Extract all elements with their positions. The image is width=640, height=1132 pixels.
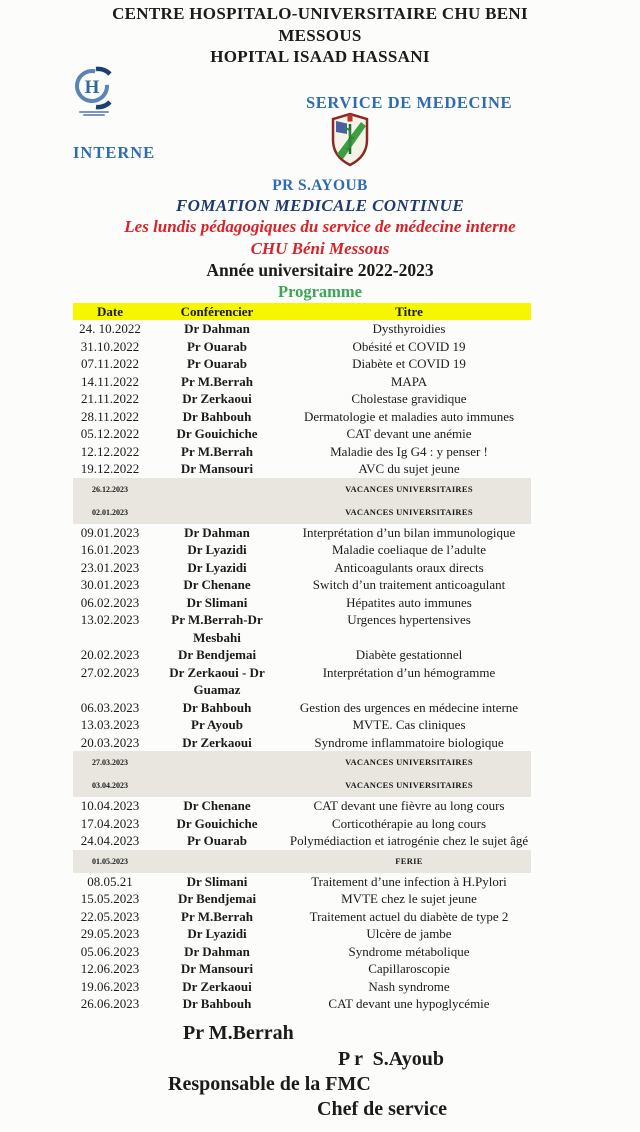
table-row <box>73 716 531 734</box>
row-date: 20.03.2023 <box>80 734 140 750</box>
table-row <box>73 320 531 338</box>
row-speaker: Pr Ayoub <box>191 717 243 732</box>
row-title: Traitement actuel du diabète de type 2 <box>309 908 509 924</box>
row-title: Interprétation d’un bilan immunologique <box>302 524 516 540</box>
table-row <box>73 699 531 717</box>
table-row <box>73 460 531 478</box>
table-row <box>73 664 531 699</box>
row-date: 05.06.2023 <box>80 943 140 959</box>
row-date: 06.03.2023 <box>80 699 140 715</box>
row-speaker: Dr Zerkaoui <box>182 978 252 994</box>
signature-chef-name: P r S.Ayoub <box>338 1048 444 1070</box>
row-speaker: Dr Bendjemai <box>177 891 257 906</box>
row-date: 19.06.2023 <box>80 978 140 994</box>
heading-block <box>0 176 640 302</box>
row-speaker: Dr Zerkaoui <box>182 391 252 406</box>
ministry-crest-icon <box>330 112 370 173</box>
row-date: 26.06.2023 <box>80 996 140 1011</box>
row-title: VACANCES UNIVERSITAIRES <box>345 483 473 494</box>
table-row <box>73 995 531 1013</box>
row-date: 02.01.2023 <box>92 507 128 517</box>
row-speaker: Dr Bendjemai <box>177 647 257 662</box>
signature-chef-role: Chef de service <box>317 1098 447 1120</box>
row-date: 29.05.2023 <box>80 926 140 941</box>
table-row <box>73 541 531 559</box>
row-title: Obésité et COVID 19 <box>352 338 466 354</box>
row-speaker: Pr Ouarab <box>186 356 248 371</box>
row-speaker: Dr Bahbouh <box>182 699 252 715</box>
row-title: Cholestase gravidique <box>351 391 467 406</box>
table-row <box>73 960 531 978</box>
row-title: Syndrome inflammatoire biologique <box>314 734 504 750</box>
row-title: Diabète gestationnel <box>355 647 463 662</box>
row-speaker: Dr Chenane <box>183 577 251 592</box>
department-head: PR S.AYOUB <box>272 177 368 194</box>
table-row <box>73 594 531 612</box>
row-speaker: Pr Ouarab <box>186 338 248 354</box>
row-title: CAT devant une fièvre au long cours <box>313 798 505 813</box>
row-speaker: Dr Gouichiche <box>176 426 258 441</box>
table-row <box>73 873 531 891</box>
row-title: Corticothérapie au long cours <box>331 815 487 831</box>
row-title: Urgences hypertensives <box>347 612 471 627</box>
logo-caption <box>68 111 120 116</box>
chu-monogram-icon <box>72 66 116 110</box>
table-row <box>73 501 531 524</box>
row-speaker: Dr Chenane <box>183 798 251 813</box>
chu-logo-icon <box>68 66 120 117</box>
table-row <box>73 751 531 774</box>
row-title: Hépatites auto immunes <box>346 594 472 610</box>
row-date: 30.01.2023 <box>80 577 140 592</box>
table-row <box>73 734 531 752</box>
table-row <box>73 443 531 461</box>
service-label-left: INTERNE <box>73 143 156 162</box>
row-title: FERIE <box>395 855 423 866</box>
program-subtitle-line2: CHU Béni Messous <box>250 239 390 258</box>
row-title: CAT devant une hypoglycémie <box>328 996 490 1011</box>
table-row <box>73 832 531 850</box>
row-speaker: Dr Gouichiche <box>176 815 258 831</box>
row-date: 01.05.2023 <box>92 856 128 866</box>
table-row <box>73 774 531 797</box>
row-title: Nash syndrome <box>368 978 450 994</box>
hospital-title-line1: CENTRE HOSPITALO-UNIVERSITAIRE CHU BENI <box>112 4 528 23</box>
row-title: AVC du sujet jeune <box>358 461 460 476</box>
row-speaker: Dr Mansouri <box>180 961 254 976</box>
row-date: 05.12.2022 <box>80 426 140 441</box>
row-title: MVTE chez le sujet jeune <box>341 891 477 906</box>
row-title: MAPA <box>390 373 428 389</box>
row-speaker: Dr Zerkaoui - Dr Guamaz <box>169 664 265 697</box>
programme-table <box>73 303 531 1013</box>
row-speaker: Dr Dahman <box>184 943 250 959</box>
table-row <box>73 978 531 996</box>
table-row <box>73 576 531 594</box>
row-date: 31.10.2022 <box>80 338 140 354</box>
table-row <box>73 611 531 646</box>
table-row <box>73 925 531 943</box>
row-speaker: Dr Lyazidi <box>187 926 247 941</box>
service-label-right: SERVICE DE MEDECINE <box>306 93 513 112</box>
row-date: 23.01.2023 <box>80 559 140 575</box>
table-row <box>73 524 531 542</box>
row-date: 13.02.2023 <box>80 612 140 627</box>
svg-text:H: H <box>84 77 100 98</box>
row-date: 14.11.2022 <box>80 373 140 389</box>
column-header-title: Titre <box>395 304 423 319</box>
row-date: 27.02.2023 <box>80 664 140 680</box>
row-date: 24. 10.2022 <box>79 321 141 336</box>
row-title: VACANCES UNIVERSITAIRES <box>345 506 473 517</box>
program-heading: FOMATION MEDICALE CONTINUE <box>175 196 465 215</box>
row-speaker: Dr Lyazidi <box>187 559 247 575</box>
table-row <box>73 890 531 908</box>
row-title: Dermatologie et maladies auto immunes <box>303 408 515 424</box>
row-title: Diabète et COVID 19 <box>352 356 466 371</box>
row-date: 17.04.2023 <box>80 815 140 831</box>
hospital-title-line2: MESSOUS <box>278 25 362 45</box>
row-date: 08.05.21 <box>87 873 133 889</box>
row-title: MVTE. Cas cliniques <box>352 717 466 732</box>
row-speaker: Dr Dahman <box>184 321 250 336</box>
table-row <box>73 646 531 664</box>
row-date: 10.04.2023 <box>80 798 140 813</box>
row-date: 21.11.2022 <box>80 391 140 406</box>
row-date: 27.03.2023 <box>92 758 128 767</box>
hospital-title-line3: HOPITAL ISAAD HASSANI <box>210 47 430 66</box>
row-date: 07.11.2022 <box>80 356 140 371</box>
row-speaker: Dr Slimani <box>186 594 248 610</box>
row-title: Maladie des Ig G4 : y penser ! <box>330 443 488 459</box>
column-header-date: Date <box>97 304 123 319</box>
signature-responsable-role: Responsable de la FMC <box>168 1073 371 1095</box>
row-title: Ulcère de jambe <box>366 926 452 941</box>
row-title: Dysthyroidies <box>372 321 446 336</box>
row-speaker: Dr Zerkaoui <box>182 734 252 750</box>
table-row <box>73 373 531 391</box>
row-speaker: Pr Ouarab <box>186 833 248 848</box>
row-speaker: Pr M.Berrah <box>181 908 253 924</box>
program-subtitle-line1: Les lundis pédagogiques du service de médecine interne <box>124 217 516 236</box>
table-row <box>73 815 531 833</box>
row-speaker: Dr Mansouri <box>180 461 254 476</box>
table-row <box>73 478 531 501</box>
row-title: Maladie coeliaque de l’adulte <box>331 542 487 557</box>
row-date: 15.05.2023 <box>80 891 140 906</box>
row-title: Gestion des urgences en médecine interne <box>299 699 519 715</box>
row-date: 09.01.2023 <box>80 524 140 540</box>
table-row <box>73 425 531 443</box>
row-date: 16.01.2023 <box>80 542 140 557</box>
row-date: 20.02.2023 <box>80 647 140 662</box>
row-title: Syndrome métabolique <box>348 943 470 959</box>
table-row <box>73 559 531 577</box>
table-body <box>73 320 531 1013</box>
row-title: Polymédiaction et iatrogénie chez le sujet âgé <box>289 833 529 848</box>
table-row <box>73 850 531 873</box>
row-date: 13.03.2023 <box>80 717 140 732</box>
table-row <box>73 390 531 408</box>
row-date: 22.05.2023 <box>80 908 140 924</box>
table-row <box>73 908 531 926</box>
hospital-title <box>80 3 560 68</box>
row-speaker: Pr M.Berrah <box>181 443 253 459</box>
row-title: Interprétation d’un hémogramme <box>322 664 496 680</box>
row-speaker: Dr Slimani <box>186 873 248 889</box>
row-date: 19.12.2022 <box>80 461 140 476</box>
row-date: 12.12.2022 <box>80 443 140 459</box>
row-date: 28.11.2022 <box>80 408 140 424</box>
row-speaker: Dr Bahbouh <box>182 408 252 424</box>
signature-responsable-name: Pr M.Berrah <box>183 1022 294 1044</box>
row-title: Capillaroscopie <box>368 961 450 976</box>
row-date: 12.06.2023 <box>80 961 140 976</box>
row-date: 26.12.2023 <box>92 484 128 494</box>
academic-year: Année universitaire 2022-2023 <box>206 260 434 280</box>
row-title: CAT devant une anémie <box>346 426 472 441</box>
table-header-row <box>73 303 531 320</box>
row-title: VACANCES UNIVERSITAIRES <box>345 757 473 767</box>
table-row <box>73 338 531 356</box>
row-title: Switch d’un traitement anticoagulant <box>312 577 506 592</box>
table-row <box>73 943 531 961</box>
row-speaker: Dr Dahman <box>184 524 250 540</box>
row-speaker: Pr M.Berrah <box>181 373 253 389</box>
row-title: VACANCES UNIVERSITAIRES <box>345 780 473 790</box>
row-speaker: Dr Lyazidi <box>187 542 247 557</box>
row-title: Anticoagulants oraux directs <box>334 559 484 575</box>
column-header-speaker: Conférencier <box>180 304 254 319</box>
row-date: 06.02.2023 <box>80 594 140 610</box>
table-row <box>73 355 531 373</box>
row-date: 03.04.2023 <box>92 781 128 790</box>
table-row <box>73 408 531 426</box>
table-row <box>73 797 531 815</box>
row-speaker: Pr M.Berrah-Dr Mesbahi <box>171 612 263 645</box>
row-title: Traitement d’une infection à H.Pylori <box>311 873 507 889</box>
section-heading: Programme <box>278 282 362 301</box>
row-speaker: Dr Bahbouh <box>182 996 252 1011</box>
row-date: 24.04.2023 <box>80 833 140 848</box>
